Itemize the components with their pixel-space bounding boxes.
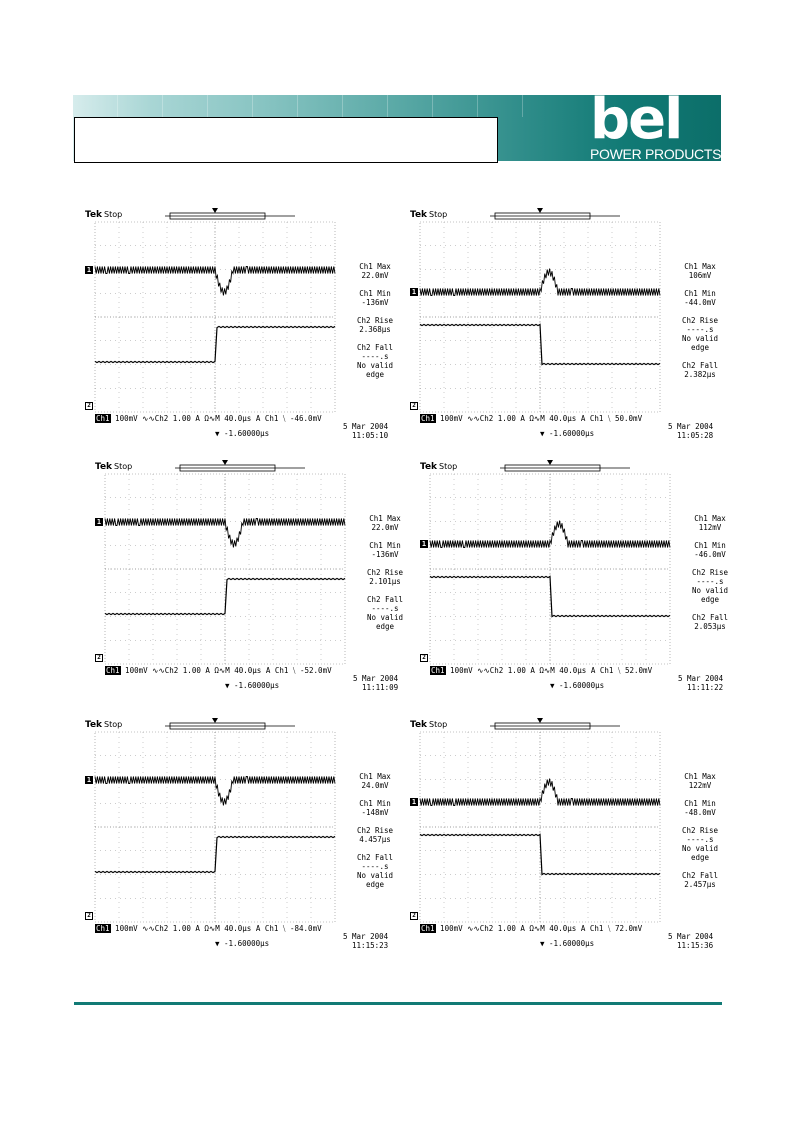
measurement: Ch2 Fall 2.382µs [681, 361, 719, 379]
measurement-panel [335, 772, 415, 898]
waveform-plot [95, 222, 335, 412]
ch1-badge: Ch1 [421, 414, 435, 423]
waveform-plot [105, 474, 345, 664]
capture-time: 11:15:23 [352, 941, 389, 950]
ch2-trace [420, 324, 660, 364]
measurement: Ch2 Fall 2.053µs [691, 613, 729, 631]
measurement: Ch1 Min -136mV [369, 541, 401, 559]
capture-time: 11:05:28 [677, 431, 714, 440]
measurement: Ch1 Max 122mV [684, 772, 716, 790]
measurement: Ch1 Max 22.0mV [359, 262, 391, 280]
timestamp [668, 932, 713, 950]
capture-time: 11:15:36 [677, 941, 714, 950]
measurement-panel [335, 262, 415, 388]
ch1-marker: 1 [411, 798, 417, 806]
ch2-trace [105, 578, 345, 614]
trigger-position: ▼ -1.60000µs [540, 939, 595, 948]
status-text: 100mV ∿∿Ch2 1.00 A Ω∿M 40.0µs A Ch1 ⧹ -52.0mV [120, 666, 332, 675]
scope-header [410, 720, 447, 730]
logo-tagline: POWER PRODUCTS [590, 146, 722, 162]
ch2-marker: 2 [85, 402, 93, 410]
capture-time: 11:11:09 [362, 683, 399, 692]
banner-tiles [73, 95, 523, 117]
ch1-badge: Ch1 [431, 666, 445, 675]
measurement-panel [345, 514, 425, 640]
ch1-badge: Ch1 [96, 414, 110, 423]
scope-capture [95, 462, 438, 697]
timestamp [343, 422, 388, 440]
ch2-marker: 2 [410, 912, 418, 920]
tek-label: Tek [85, 720, 103, 730]
status-line [95, 924, 322, 934]
scope-header [95, 462, 132, 472]
ch2-trace [95, 836, 335, 872]
capture-date: 5 Mar 2004 [343, 932, 389, 941]
measurement: Ch1 Max 22.0mV [369, 514, 401, 532]
timestamp [678, 674, 723, 692]
measurement: Ch1 Min -136mV [359, 289, 391, 307]
tek-label: Tek [420, 462, 438, 472]
trigger-marker [212, 208, 218, 213]
scope-capture [85, 210, 428, 445]
capture-time: 11:11:22 [687, 683, 724, 692]
ch2-marker: 2 [95, 654, 103, 662]
ch1-marker: 1 [421, 540, 427, 548]
footer-rule [74, 1002, 722, 1005]
measurement: Ch1 Min -46.0mV [694, 541, 726, 559]
status-text: 100mV ∿∿Ch2 1.00 A Ω∿M 40.0µs A Ch1 ⧹ -46.0mV [110, 414, 322, 423]
title-box [74, 117, 498, 163]
ch2-trace [95, 326, 335, 362]
timestamp [353, 674, 398, 692]
run-state: Stop [429, 210, 448, 219]
measurement: Ch2 Rise ----.s No valid edge [691, 568, 729, 604]
status-text: 100mV ∿∿Ch2 1.00 A Ω∿M 40.0µs A Ch1 ⧹ 50.0mV [435, 414, 643, 423]
ch1-marker: 1 [86, 266, 92, 274]
run-state: Stop [439, 462, 458, 471]
measurement-panel [660, 772, 740, 898]
measurement: Ch1 Min -148mV [359, 799, 391, 817]
bel-logo [590, 87, 722, 162]
trigger-position: ▼ -1.60000µs [225, 681, 280, 690]
scope-capture [410, 210, 750, 445]
run-state: Stop [104, 720, 123, 729]
ch1-marker: 1 [96, 518, 102, 526]
measurement: Ch2 Rise 2.368µs [356, 316, 394, 334]
ch2-trace [420, 834, 660, 874]
status-text: 100mV ∿∿Ch2 1.00 A Ω∿M 40.0µs A Ch1 ⧹ 52.0mV [445, 666, 653, 675]
scope-header [410, 210, 447, 220]
run-state: Stop [104, 210, 123, 219]
status-line [420, 414, 642, 424]
capture-date: 5 Mar 2004 [668, 422, 714, 431]
ch2-marker: 2 [85, 912, 93, 920]
ch2-marker: 2 [410, 402, 418, 410]
timestamp [668, 422, 713, 440]
ch1-badge: Ch1 [96, 924, 110, 933]
measurement: Ch2 Fall ----.s No valid edge [366, 595, 404, 631]
trigger-position: ▼ -1.60000µs [215, 939, 270, 948]
waveform-plot [420, 222, 660, 412]
trigger-marker [212, 718, 218, 723]
measurement: Ch2 Rise 2.101µs [366, 568, 404, 586]
tek-label: Tek [410, 720, 428, 730]
ch1-marker: 1 [411, 288, 417, 296]
trigger-position: ▼ -1.60000µs [550, 681, 605, 690]
scope-header [85, 210, 122, 220]
trigger-marker [547, 460, 553, 465]
measurement: Ch1 Min -48.0mV [684, 799, 716, 817]
timestamp [343, 932, 388, 950]
measurement: Ch1 Min -44.0mV [684, 289, 716, 307]
trigger-position: ▼ -1.60000µs [540, 429, 595, 438]
measurement: Ch2 Rise ----.s No valid edge [681, 316, 719, 352]
trigger-marker [222, 460, 228, 465]
capture-date: 5 Mar 2004 [353, 674, 399, 683]
waveform-plot [430, 474, 670, 664]
trigger-marker [537, 208, 543, 213]
measurement: Ch1 Max 24.0mV [359, 772, 391, 790]
measurement: Ch2 Fall ----.s No valid edge [356, 853, 394, 889]
trigger-position: ▼ -1.60000µs [215, 429, 270, 438]
measurement: Ch1 Max 112mV [694, 514, 726, 532]
run-state: Stop [429, 720, 448, 729]
tek-label: Tek [410, 210, 428, 220]
status-line [95, 414, 322, 424]
capture-date: 5 Mar 2004 [678, 674, 724, 683]
status-line [420, 924, 642, 934]
measurement: Ch1 Max 106mV [684, 262, 716, 280]
measurement: Ch2 Fall 2.457µs [681, 871, 719, 889]
ch2-trace [430, 576, 670, 616]
measurement: Ch2 Fall ----.s No valid edge [356, 343, 394, 379]
status-text: 100mV ∿∿Ch2 1.00 A Ω∿M 40.0µs A Ch1 ⧹ 72.0mV [435, 924, 643, 933]
ch1-badge: Ch1 [106, 666, 120, 675]
measurement: Ch2 Rise ----.s No valid edge [681, 826, 719, 862]
scope-header [85, 720, 122, 730]
capture-time: 11:05:10 [352, 431, 389, 440]
capture-date: 5 Mar 2004 [343, 422, 389, 431]
tek-label: Tek [85, 210, 103, 220]
ch1-marker: 1 [86, 776, 92, 784]
logo-word: bel [590, 87, 682, 152]
measurement: Ch2 Rise 4.457µs [356, 826, 394, 844]
waveform-plot [420, 732, 660, 922]
measurement-panel [670, 514, 750, 640]
ch2-marker: 2 [420, 654, 428, 662]
run-state: Stop [114, 462, 133, 471]
scope-capture [85, 720, 428, 955]
ch1-badge: Ch1 [421, 924, 435, 933]
status-text: 100mV ∿∿Ch2 1.00 A Ω∿M 40.0µs A Ch1 ⧹ -84.0mV [110, 924, 322, 933]
scope-capture [410, 720, 750, 955]
tek-label: Tek [95, 462, 113, 472]
capture-date: 5 Mar 2004 [668, 932, 714, 941]
status-line [105, 666, 332, 676]
trigger-marker [537, 718, 543, 723]
waveform-plot [95, 732, 335, 922]
scope-header [420, 462, 457, 472]
measurement-panel [660, 262, 740, 388]
status-line [430, 666, 652, 676]
scope-capture [420, 462, 760, 697]
